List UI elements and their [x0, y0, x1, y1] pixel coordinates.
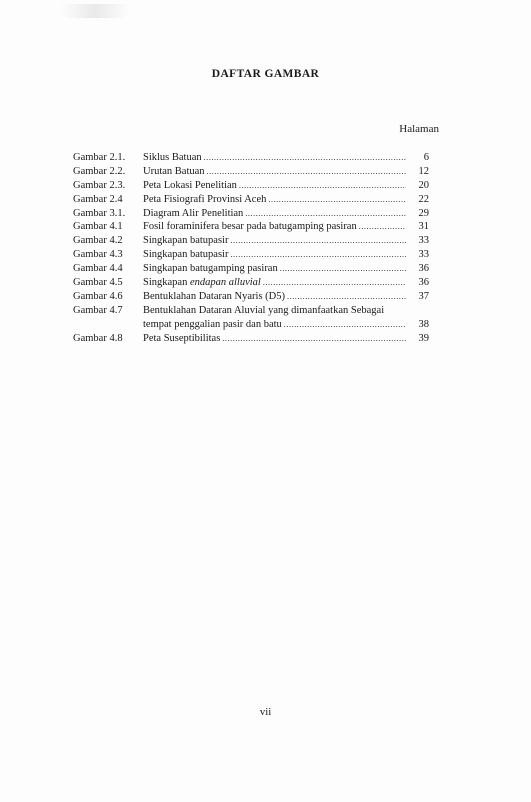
list-item — [73, 207, 429, 221]
list-item — [73, 262, 429, 276]
figure-number: Gambar 4.8 — [73, 332, 123, 344]
figure-title-italic: endapan alluvial — [189, 277, 261, 289]
list-item — [73, 248, 429, 262]
figure-number: Gambar 4.7 — [73, 304, 123, 316]
page-number: 12 — [418, 165, 429, 177]
figure-title: Urutan Batuan — [143, 165, 205, 177]
page-number: 22 — [418, 193, 429, 205]
dot-leader — [207, 165, 406, 179]
dot-leader — [287, 290, 406, 304]
dot-leader — [230, 248, 406, 262]
dot-leader — [230, 234, 406, 248]
list-item — [73, 234, 429, 248]
list-item — [73, 332, 429, 346]
page-number: 38 — [418, 318, 429, 330]
figure-title — [143, 276, 261, 290]
page-number: 36 — [418, 263, 429, 275]
figure-title: Diagram Alir Penelitian — [143, 207, 244, 219]
page-number: 20 — [418, 179, 429, 191]
figure-title-line2: tempat penggalian pasir dan batu — [143, 318, 282, 330]
list-item — [73, 276, 429, 290]
figure-number: Gambar 3.1. — [73, 207, 126, 219]
figure-number: Gambar 2.4 — [73, 193, 123, 205]
page-column-header: Halaman — [399, 123, 439, 135]
figure-title-plain: Singkapan — [143, 277, 190, 289]
list-item — [73, 304, 429, 332]
figure-title-line1: Bentuklahan Dataran Aluvial yang dimanfaatkan Sebagai — [143, 304, 385, 316]
page-number: 37 — [418, 290, 429, 302]
dot-leader — [284, 318, 406, 332]
dot-leader — [263, 276, 406, 290]
figure-number: Gambar 4.5 — [73, 277, 123, 289]
page-number: 36 — [418, 277, 429, 289]
page-number: 29 — [418, 207, 429, 219]
page-number: 6 — [423, 152, 429, 163]
dot-leader — [204, 151, 406, 165]
figure-title: Singkapan batupasir — [143, 235, 229, 247]
page-number: 33 — [418, 235, 429, 247]
figure-number: Gambar 4.2 — [73, 235, 123, 247]
dot-leader — [222, 332, 406, 346]
dot-leader — [268, 193, 406, 207]
page-number: 39 — [418, 332, 429, 344]
list-item — [73, 179, 429, 193]
figure-title: Peta Lokasi Penelitian — [143, 179, 237, 191]
list-item — [73, 290, 429, 304]
figure-number: Gambar 2.3. — [73, 179, 126, 191]
list-item — [73, 193, 429, 207]
figure-title: Siklus Batuan — [143, 152, 202, 163]
page-title: DAFTAR GAMBAR — [211, 68, 320, 80]
figure-number: Gambar 2.1. — [73, 152, 126, 163]
figure-title: Singkapan batugamping pasiran — [143, 263, 278, 275]
figure-number: Gambar 4.1 — [73, 221, 123, 233]
figure-number: Gambar 4.6 — [73, 290, 123, 302]
figure-list — [73, 151, 429, 345]
figure-title: Peta Fisiografi Provinsi Aceh — [143, 193, 267, 205]
dot-leader — [239, 179, 406, 193]
figure-number: Gambar 4.4 — [73, 263, 123, 275]
dot-leader — [245, 207, 406, 221]
list-item — [73, 165, 429, 179]
figure-title: Singkapan batupasir — [143, 249, 229, 261]
page-number: 33 — [418, 249, 429, 261]
figure-number: Gambar 2.2. — [73, 165, 126, 177]
figure-number: Gambar 4.3 — [73, 249, 123, 261]
figure-title: Fosil foraminifera besar pada batugamping pasiran — [143, 221, 357, 233]
dot-leader — [359, 220, 406, 234]
list-item — [73, 220, 429, 234]
list-item — [73, 151, 429, 165]
figure-title: Peta Suseptibilitas — [143, 332, 221, 344]
page-number-footer: vii — [259, 706, 272, 718]
page-number: 31 — [418, 221, 429, 233]
figure-title: Bentuklahan Dataran Nyaris (D5) — [143, 290, 285, 302]
scan-artifact — [60, 4, 130, 18]
dot-leader — [280, 262, 406, 276]
